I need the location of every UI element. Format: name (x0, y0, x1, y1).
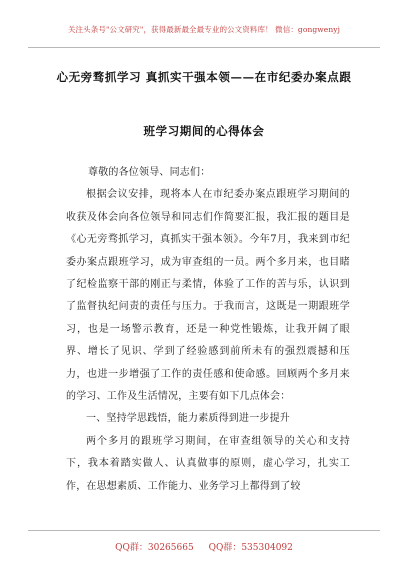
footer-qq-group-2: QQ群：535304092 (208, 543, 293, 553)
footer-qq-group-1: QQ群：30265665 (115, 543, 194, 553)
footer-contact (0, 540, 408, 553)
header-promo-note: 关注头条号"公文研究"，获得最新最全最专业的公文资料库！ 微信：gongwenyj (67, 25, 341, 34)
body-paragraph-2: 两个多月的跟班学习期间，在审查组领导的关心和支持下，我本着踏实做人、认真做事的原则，虚心学习，扎实工作，在思想素质、工作能力、业务学习上都得到了较 (66, 435, 350, 492)
document-title-line-2: 班学习期间的心得体会 (143, 124, 265, 138)
document-title-line-1: 心无旁骛抓学习 真抓实干强本领——在市纪委办案点跟 (56, 70, 352, 84)
body-paragraph-1: 根据会议安排，现将本人在市纪委办案点跟班学习期间的收获及体会向各位领导和同志们作简要汇报，我汇报的题目是《心无旁骛抓学习，真抓实干强本领》。今年7月，我来到市纪委办案点跟班学习，成为审查组的一员。两个多月来，也目睹了纪检监察干部的刚正与柔情，体验了工作的苦与乐，认识到了监督执纪问责的责任与压力。于我而言，这既是一期跟班学习，也是一场警示教育，还是一种党性锻炼，让我开阔了眼界、增长了见识、学到了经验感到前所未有的强烈震撼和压力，也进一步增强了工作的责任感和使命感。回顾两个多月来的学习、工作及生活情况，主要有如下几点体会： (66, 189, 350, 403)
greeting: 尊敬的各位领导、同志们： (88, 167, 211, 178)
header-divider (28, 47, 380, 48)
footer-divider (28, 530, 380, 531)
document-body (66, 162, 350, 498)
section-heading-1: 一、坚持学思践悟，能力素质得到进一步提升 (86, 413, 290, 425)
